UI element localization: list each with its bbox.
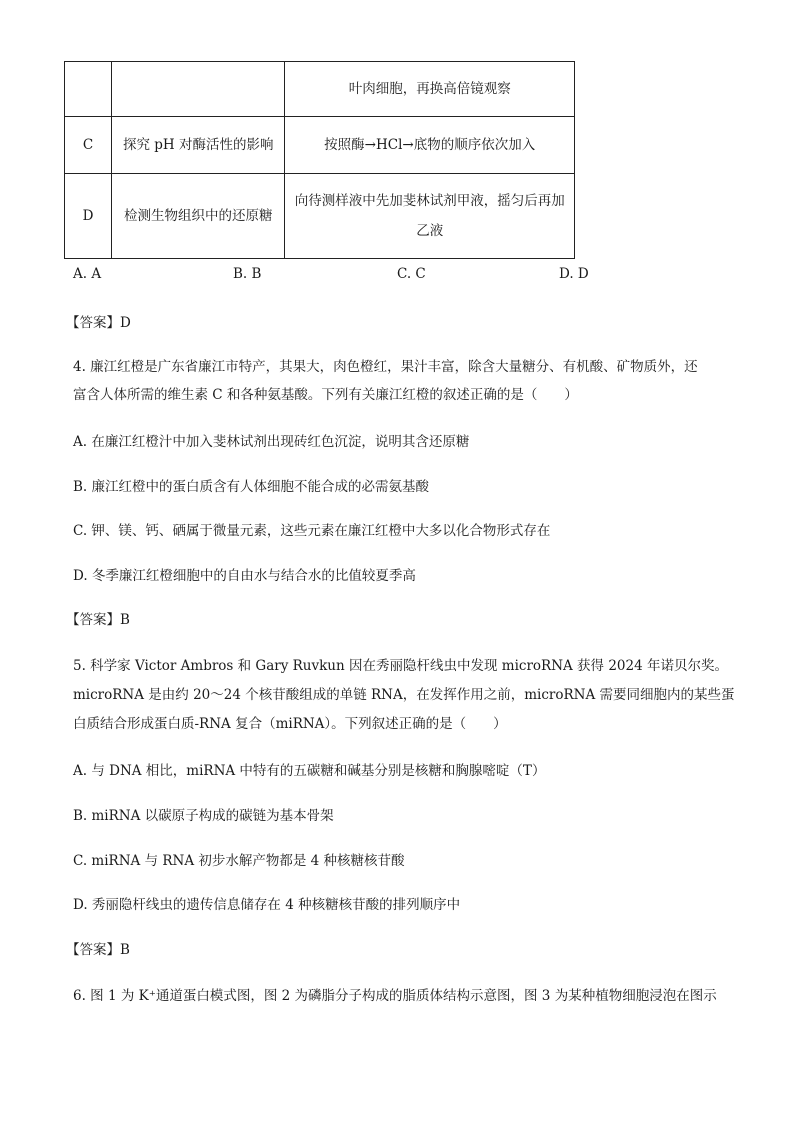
table-cell-experiment: 探究 pH 对酶活性的影响 [112,117,285,174]
q4-answer: 【答案】B [66,612,130,628]
table-cell-operation: 叶肉细胞，再换高倍镜观察 [285,62,575,117]
q5-answer: 【答案】B [66,942,130,958]
table-cell-experiment [112,62,285,117]
q4-stem-line: 富含人体所需的维生素 C 和各种氨基酸。下列有关廉江红橙的叙述正确的是（ ） [73,387,578,403]
table-cell-label: D [65,174,112,259]
q4-option-c: C. 钾、镁、钙、硒属于微量元素，这些元素在廉江红橙中大多以化合物形式存在 [73,523,551,539]
q5-stem-line: microRNA 是由约 20～24 个核苷酸组成的单链 RNA，在发挥作用之前，microRNA 需要同细胞内的某些蛋 [73,687,735,703]
q3-option-c: C. C [397,266,426,282]
q5-stem-line: 白质结合形成蛋白质-RNA 复合（miRNA）。下列叙述正确的是（ ） [73,716,507,732]
q5-option-c: C. miRNA 与 RNA 初步水解产物都是 4 种核糖核苷酸 [73,853,405,869]
q5-stem-line: 5. 科学家 Victor Ambros 和 Gary Ruvkun 因在秀丽隐杆线虫中发现 microRNA 获得 2024 年诺贝尔奖。 [73,658,728,674]
table-row [65,62,575,117]
table-row [65,117,575,174]
q3-options [0,266,794,286]
table-cell-operation: 按照酶→HCl→底物的顺序依次加入 [285,117,575,174]
q3-option-d: D. D [559,266,589,282]
q4-stem-line: 4. 廉江红橙是广东省廉江市特产，其果大，肉色橙红，果汁丰富，除含大量糖分、有机酸、矿物质外，还 [73,359,698,375]
q5-option-b: B. miRNA 以碳原子构成的碳链为基本骨架 [73,808,334,824]
q3-option-b: B. B [233,266,262,282]
table-cell-label: C [65,117,112,174]
table-row [65,174,575,259]
q3-answer: 【答案】D [66,315,131,331]
q3-option-a: A. A [73,266,102,282]
q6-stem-line: 6. 图 1 为 K⁺通道蛋白模式图，图 2 为磷脂分子构成的脂质体结构示意图，图 3 为某种植物细胞浸泡在图示 [73,988,717,1004]
experiment-table [64,61,575,259]
q5-option-a: A. 与 DNA 相比，miRNA 中特有的五碳糖和碱基分别是核糖和胸腺嘧啶（T） [73,763,546,779]
table-cell-operation [285,174,575,259]
q4-option-d: D. 冬季廉江红橙细胞中的自由水与结合水的比值较夏季高 [73,568,416,584]
q4-option-a: A. 在廉江红橙汁中加入斐林试剂出现砖红色沉淀，说明其含还原糖 [73,434,470,450]
q5-option-d: D. 秀丽隐杆线虫的遗传信息储存在 4 种核糖核苷酸的排列顺序中 [73,897,461,913]
operation-line: 乙液 [416,223,444,239]
q4-option-b: B. 廉江红橙中的蛋白质含有人体细胞不能合成的必需氨基酸 [73,479,430,495]
table-cell-experiment: 检测生物组织中的还原糖 [112,174,285,259]
operation-line: 向待测样液中先加斐林试剂甲液，摇匀后再加 [294,193,565,209]
table-cell-label [65,62,112,117]
